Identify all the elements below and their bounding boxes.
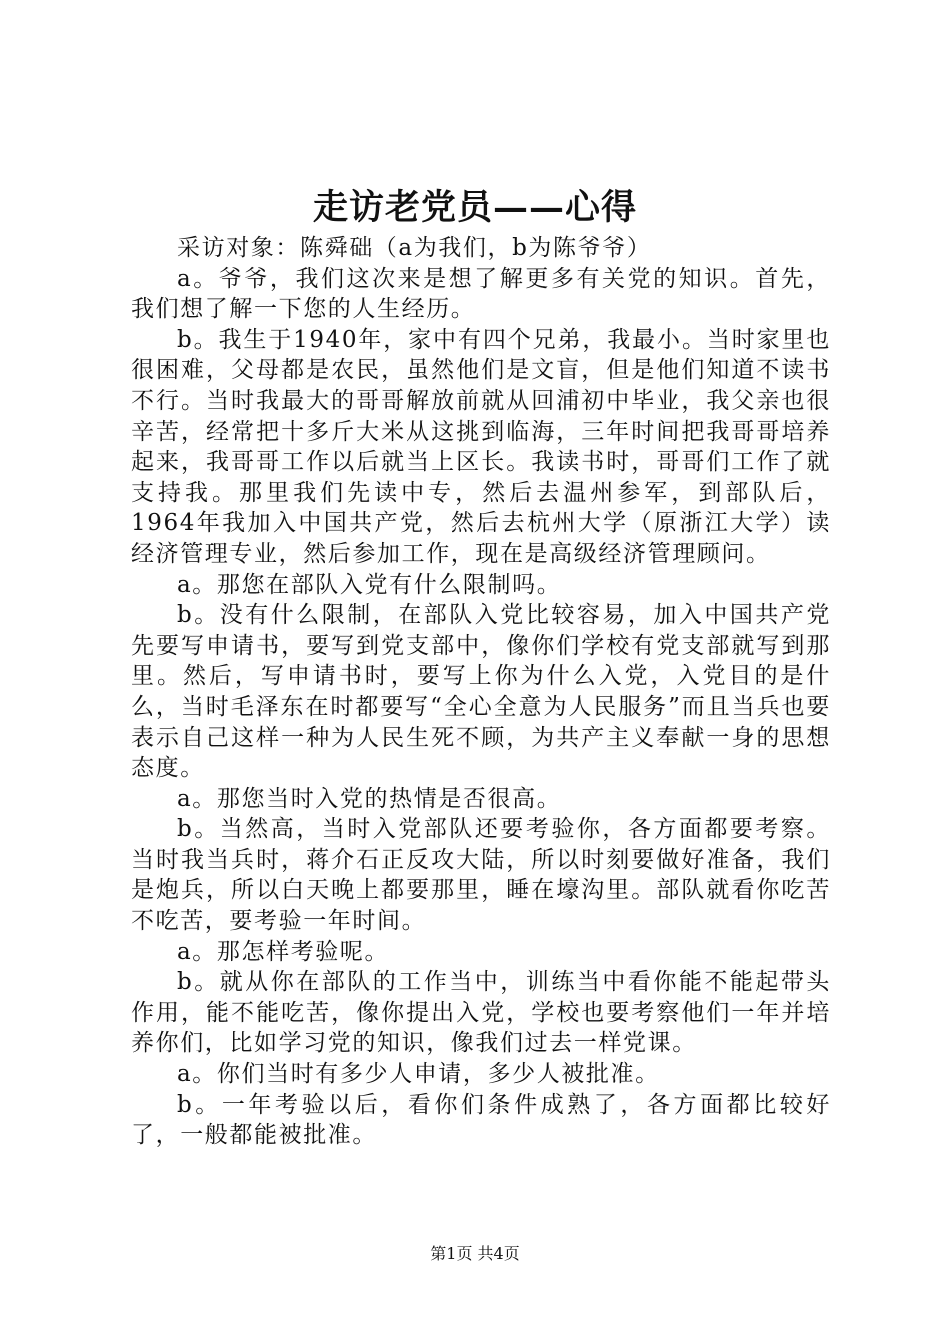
paragraph: a。那您在部队入党有什么限制吗。 [177, 571, 562, 598]
document-title: 走访老党员——心得 [312, 187, 637, 228]
paragraph: a。那怎样考验呢。 [177, 938, 390, 965]
paragraph-interview-subject: 采访对象：陈舜础（a为我们，b为陈爷爷） [177, 235, 652, 261]
paragraph: a。你们当时有多少人申请，多少人被批准。 [177, 1061, 660, 1088]
paragraph: b。一年考验以后，看你们条件成熟了，各方面都比较好了，一般都能被批准。 [131, 1091, 831, 1149]
paragraph: b。没有什么限制，在部队入党比较容易，加入中国共产党先要写申请书，要写到党支部中，像你们学校有党支部就写到那里。然后，写申请书时，要写上你为什么入党，入党目的是什么，当时毛泽东在时都要写“全心全意为人民服务”而且当兵也要表示自己这样一种为人民生死不顾，为共产主义奉献一身的思想态度。 [131, 602, 831, 782]
paragraph: a。那您当时入党的热情是否很高。 [177, 785, 562, 812]
paragraph: b。就从你在部队的工作当中，训练当中看你能不能起带头作用，能不能吃苦，像你提出入党，学校也要考察他们一年并培养你们，比如学习党的知识，像我们过去一样党课。 [131, 969, 831, 1057]
document-body [131, 233, 831, 1151]
paragraph: a。爷爷，我们这次来是想了解更多有关党的知识。首先，我们想了解一下您的人生经历。 [131, 265, 831, 323]
paragraph: b。我生于1940年，家中有四个兄弟，我最小。当时家里也很困难，父母都是农民，虽然他们是文盲，但是他们知道不读书不行。当时我最大的哥哥解放前就从回浦初中毕业，我父亲也很辛苦，经常把十多斤大米从这挑到临海，三年时间把我哥哥培养起来，我哥哥工作以后就当上区长。我读书时，哥哥们工作了就支持我。那里我们先读中专，然后去温州参军，到部队后，1964年我加入中国共产党，然后去杭州大学（原浙江大学）读经济管理专业，然后参加工作，现在是高级经济管理顾问。 [131, 326, 831, 567]
paragraph: b。当然高，当时入党部队还要考验你，各方面都要考察。当时我当兵时，蒋介石正反攻大陆，所以时刻要做好准备，我们是炮兵，所以白天晚上都要那里，睡在壕沟里。部队就看你吃苦不吃苦，要考验一年时间。 [131, 816, 831, 935]
page-number-footer: 第1页 共4页 [430, 1244, 520, 1263]
